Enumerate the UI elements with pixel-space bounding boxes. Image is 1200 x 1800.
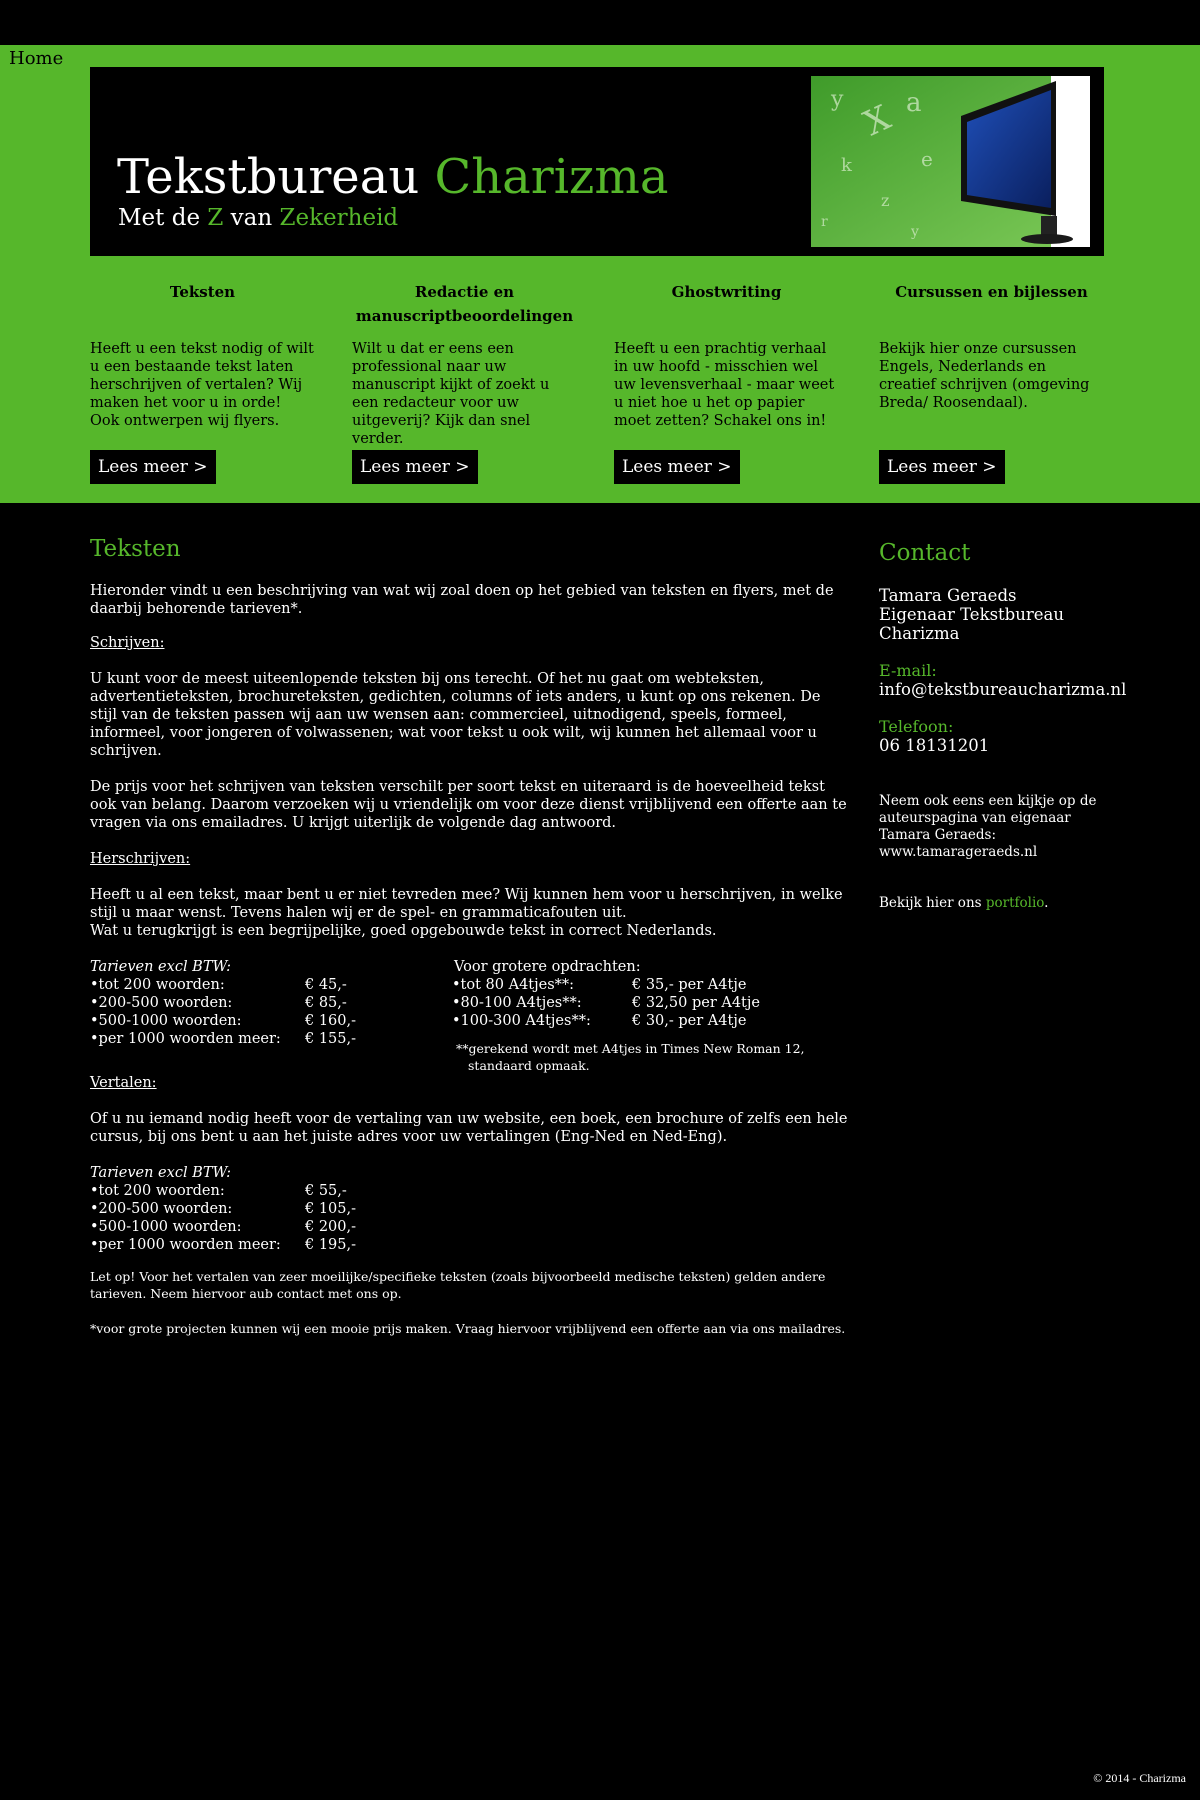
contact-role-2: Charizma	[879, 624, 960, 643]
rate-label: •200-500 woorden:	[90, 995, 233, 1011]
rate-label: •100-300 A4tjes**:	[452, 1013, 591, 1029]
service-title: Ghostwriting	[671, 283, 782, 301]
svg-text:r: r	[821, 214, 828, 230]
rate-price: € 55,-	[305, 1183, 347, 1199]
read-more-redactie-button[interactable]: Lees meer >	[352, 450, 478, 484]
svg-text:y: y	[911, 224, 919, 240]
rate-row	[90, 976, 356, 994]
tagline-accent: Zekerheid	[279, 205, 399, 231]
read-more-teksten-button[interactable]: Lees meer >	[90, 450, 216, 484]
tagline-part: Met de	[118, 205, 201, 231]
rate-row	[90, 1012, 356, 1030]
section-heading-herschrijven: Herschrijven:	[90, 851, 191, 867]
monitor-letters-image	[811, 76, 1090, 247]
rate-row	[90, 994, 356, 1012]
herschrijven-text: Heeft u al een tekst, maar bent u er niet tevreden mee? Wij kunnen hem voor u herschrijven, in welke stijl u maar wenst. Tevens halen wij er de spel- en grammaticafouten uit.	[90, 887, 843, 921]
rate-price: € 155,-	[305, 1031, 357, 1047]
email-address[interactable]: info@tekstbureaucharizma.nl	[879, 680, 1127, 699]
rates-large-orders	[452, 958, 805, 1074]
intro-text: Hieronder vindt u een beschrijving van wat wij zoal doen op het gebied van teksten en flyers, met de daarbij behorende tarieven*.	[90, 583, 834, 617]
rate-price: € 35,- per A4tje	[632, 977, 747, 993]
herschrijven-text-2: Wat u terugkrijgt is een begrijpelijke, goed opgebouwde tekst in correct Nederlands.	[90, 923, 717, 939]
rate-row	[90, 1182, 850, 1200]
rate-row	[452, 994, 805, 1012]
rate-row	[90, 1030, 356, 1048]
rate-price: € 195,-	[305, 1237, 357, 1253]
portfolio-line	[879, 895, 1119, 912]
vertalen-note: Let op! Voor het vertalen van zeer moeilijke/specifieke teksten (zoals bijvoorbeeld medische teksten) gelden andere tarieven. Neem hiervoor aub contact met ons op.	[90, 1269, 826, 1301]
footnote-projects: *voor grote projecten kunnen wij een mooie prijs maken. Vraag hiervoor vrijblijvend een offerte aan via ons mailadres.	[90, 1321, 846, 1336]
service-text: Wilt u dat er eens een professional naar uw manuscript kijkt of zoekt u een redacteur voor uw uitgeverij? Kijk dan snel verder.	[352, 341, 550, 447]
service-cursussen	[879, 280, 1104, 477]
rate-row	[90, 1218, 850, 1236]
top-bar	[0, 0, 1200, 45]
rate-row	[90, 1236, 850, 1254]
email-label: E-mail:	[879, 661, 937, 680]
large-orders-note-2: standaard opmaak.	[468, 1058, 590, 1073]
phone-label: Telefoon:	[879, 717, 954, 736]
service-text: Heeft u een prachtig verhaal in uw hoofd - misschien wel uw levensverhaal - maar weet u niet hoe u het op papier moet zetten? Schakel ons in!	[614, 341, 835, 429]
rate-price: € 45,-	[305, 977, 347, 993]
phone-number: 06 18131201	[879, 736, 990, 755]
svg-text:X: X	[857, 97, 897, 145]
rate-price: € 30,- per A4tje	[632, 1013, 747, 1029]
service-title: Cursussen en bijlessen	[895, 283, 1088, 301]
svg-text:k: k	[841, 155, 852, 176]
rate-price: € 105,-	[305, 1201, 357, 1217]
schrijven-price-text: De prijs voor het schrijven van teksten verschilt per soort tekst en uiteraard is de hoeveelheid tekst ook van belang. Daarom verzoeken wij u vriendelijk om voor deze dienst vrijblijvend een offerte aan te vragen via ons emailadres. U krijgt uiterlijk de volgende dag antwoord.	[90, 779, 847, 831]
vertalen-text: Of u nu iemand nodig heeft voor de vertaling van uw website, een boek, een brochure of zelfs een hele cursus, bij ons bent u aan het juiste adres voor uw vertalingen (Eng-Ned en Ned-Eng).	[90, 1111, 848, 1145]
contact-name: Tamara Geraeds	[879, 586, 1017, 605]
service-text: Bekijk hier onze cursussen Engels, Nederlands en creatief schrijven (omgeving Breda/ Roosendaal).	[879, 341, 1090, 411]
large-orders-heading: Voor grotere opdrachten:	[454, 959, 641, 975]
svg-text:a: a	[906, 88, 922, 118]
schrijven-text: U kunt voor de meest uiteenlopende teksten bij ons terecht. Of het nu gaat om webteksten, advertentieteksten, brochureteksten, gedichten, columns of iets anders, u kunt op ons rekenen. De stijl van de teksten passen wij aan uw wensen aan: commercieel, uitnodigend, speels, formeel, informeel, voor jongeren of volwassenen; wat voor tekst u ook wilt, wij kunnen het allemaal voor u schrijven.	[90, 671, 821, 759]
service-ghostwriting	[614, 280, 839, 477]
read-more-ghostwriting-button[interactable]: Lees meer >	[614, 450, 740, 484]
site-tagline	[118, 205, 398, 231]
large-orders-note: **gerekend wordt met A4tjes in Times New Roman 12,	[456, 1041, 805, 1056]
author-page-text: Neem ook eens een kijkje op de auteurspagina van eigenaar Tamara Geraeds: www.tamarageraeds.nl	[879, 793, 1097, 860]
site-banner	[90, 67, 1104, 256]
rate-label: •tot 200 woorden:	[90, 977, 225, 993]
main-content	[90, 536, 850, 1337]
rates-heading: Tarieven excl BTW:	[90, 1165, 232, 1181]
rates-herschrijven	[90, 958, 356, 1048]
rate-label: •per 1000 woorden meer:	[90, 1031, 281, 1047]
svg-text:e: e	[921, 147, 933, 171]
service-text: Heeft u een tekst nodig of wilt u een bestaande tekst laten herschrijven of vertalen? Wij maken het voor u in orde! Ook ontwerpen wij flyers.	[90, 341, 314, 429]
rate-label: •tot 80 A4tjes**:	[452, 977, 575, 993]
service-teksten	[90, 280, 315, 477]
tagline-part: van	[230, 205, 273, 231]
rate-label: •per 1000 woorden meer:	[90, 1237, 281, 1253]
rates-heading: Tarieven excl BTW:	[90, 959, 232, 975]
read-more-cursussen-button[interactable]: Lees meer >	[879, 450, 1005, 484]
svg-text:z: z	[881, 191, 890, 210]
rates-vertalen	[90, 1164, 850, 1254]
portfolio-text: Bekijk hier ons	[879, 895, 982, 911]
rate-price: € 200,-	[305, 1219, 357, 1235]
service-title: Redactie en manuscriptbeoordelingen	[355, 283, 574, 325]
rate-label: •tot 200 woorden:	[90, 1183, 225, 1199]
rates-block	[90, 958, 850, 1078]
rate-price: € 32,50 per A4tje	[632, 995, 760, 1011]
rate-label: •500-1000 woorden:	[90, 1219, 242, 1235]
site-title-accent: Charizma	[434, 149, 669, 205]
rate-label: •80-100 A4tjes**:	[452, 995, 582, 1011]
rate-row	[452, 1012, 805, 1030]
portfolio-link[interactable]: portfolio	[985, 895, 1045, 911]
tagline-z: Z	[207, 205, 224, 231]
rate-label: •500-1000 woorden:	[90, 1013, 242, 1029]
nav-home-link[interactable]: Home	[9, 48, 64, 69]
svg-text:y: y	[831, 87, 844, 112]
portfolio-period: .	[1044, 895, 1049, 911]
site-title	[117, 149, 669, 205]
site-title-main: Tekstbureau	[117, 149, 420, 205]
section-heading-schrijven: Schrijven:	[90, 635, 165, 651]
rate-row	[90, 1200, 850, 1218]
rate-price: € 160,-	[305, 1013, 357, 1029]
contact-sidebar	[879, 540, 1127, 912]
rate-price: € 85,-	[305, 995, 347, 1011]
rate-row	[452, 976, 805, 994]
service-title: Teksten	[169, 283, 236, 301]
contact-role: Eigenaar Tekstbureau	[879, 605, 1064, 624]
footer-copyright: © 2014 - Charizma	[1093, 1771, 1186, 1785]
section-heading-vertalen: Vertalen:	[90, 1075, 157, 1091]
contact-title: Contact	[879, 540, 971, 566]
rate-label: •200-500 woorden:	[90, 1201, 233, 1217]
page-title: Teksten	[90, 536, 181, 562]
service-redactie	[352, 280, 577, 477]
